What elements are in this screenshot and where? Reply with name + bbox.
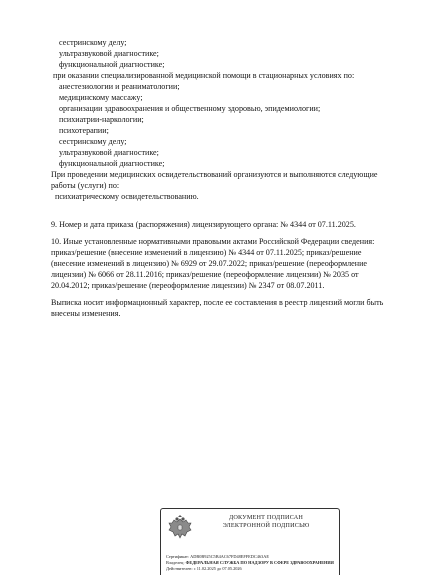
- certificate-value: ADB0B925C5B4AC67FD48EFFEDC463AE: [190, 554, 269, 559]
- text-line: работы (услуги) по:: [51, 181, 120, 190]
- text-line: ультразвуковой диагностике;: [59, 49, 159, 58]
- text-line: психиатрии-наркологии;: [59, 115, 144, 124]
- section-9-text: 9. Номер и дата приказа (распоряжения) лицензирующего органа: № 4344 от 07.11.2025.: [51, 220, 356, 229]
- text-line: функциональной диагностике;: [59, 60, 165, 69]
- section-10-text: (внесение изменений в лицензию) № 6929 от 29.07.2022; приказ/решение (переоформление: [51, 259, 368, 268]
- text-line: психиатрическому освидетельствованию.: [55, 192, 199, 201]
- text-line: сестринскому делу;: [59, 38, 127, 47]
- certificate-label: Сертификат:: [166, 554, 190, 559]
- section-10-text: приказ/решение (внесение изменений в лицензию) № 4344 от 07.11.2025; приказ/решение: [51, 248, 362, 257]
- text-line: функциональной диагностике;: [59, 159, 165, 168]
- text-line: сестринскому делу;: [59, 137, 127, 146]
- electronic-signature-stamp: [160, 508, 340, 575]
- text-line: при оказании специализированной медицинской помощи в стационарных условиях по:: [53, 71, 355, 80]
- text-line: анестезиологии и реаниматологии;: [59, 82, 180, 91]
- validity-row: Действителен: с 11.02.2025 до 07.05.2026: [166, 566, 242, 571]
- owner-row: [166, 560, 334, 565]
- text-line: организации здравоохранения и общественному здоровью, эпидемиологии;: [59, 104, 321, 113]
- stamp-title-line: ДОКУМЕНТ ПОДПИСАН: [228, 514, 304, 521]
- owner-value: ФЕДЕРАЛЬНАЯ СЛУЖБА ПО НАДЗОРУ В СФЕРЕ ЗДРАВООХРАНЕНИЯ: [185, 560, 334, 565]
- section-10-text: лицензии) № 6066 от 28.11.2016; приказ/решение (переоформление лицензии) № 2035 от: [51, 270, 359, 279]
- russian-coat-of-arms-icon: [165, 513, 195, 543]
- certificate-row: [166, 554, 269, 559]
- text-line: медицинскому массажу;: [59, 93, 143, 102]
- stamp-title: [195, 514, 337, 529]
- text-line: ультразвуковой диагностике;: [59, 148, 159, 157]
- text-line: При проведении медицинских освидетельствований организуются и выполняются следующие: [51, 170, 378, 179]
- section-10-text: 10. Иные установленные нормативными правовыми актами Российской Федерации сведения:: [51, 237, 375, 246]
- owner-label: Владелец:: [166, 560, 185, 565]
- disclaimer-text: внесены изменения.: [51, 309, 121, 318]
- text-line: психотерапии;: [59, 126, 109, 135]
- disclaimer-text: Выписка носит информационный характер, после ее составления в реестр лицензий могли быть: [51, 298, 384, 307]
- section-10-text: 20.04.2012; приказ/решение (переоформление лицензии) № 2347 от 08.07.2011.: [51, 281, 325, 290]
- stamp-title-line: ЭЛЕКТРОННОЙ ПОДПИСЬЮ: [222, 521, 310, 529]
